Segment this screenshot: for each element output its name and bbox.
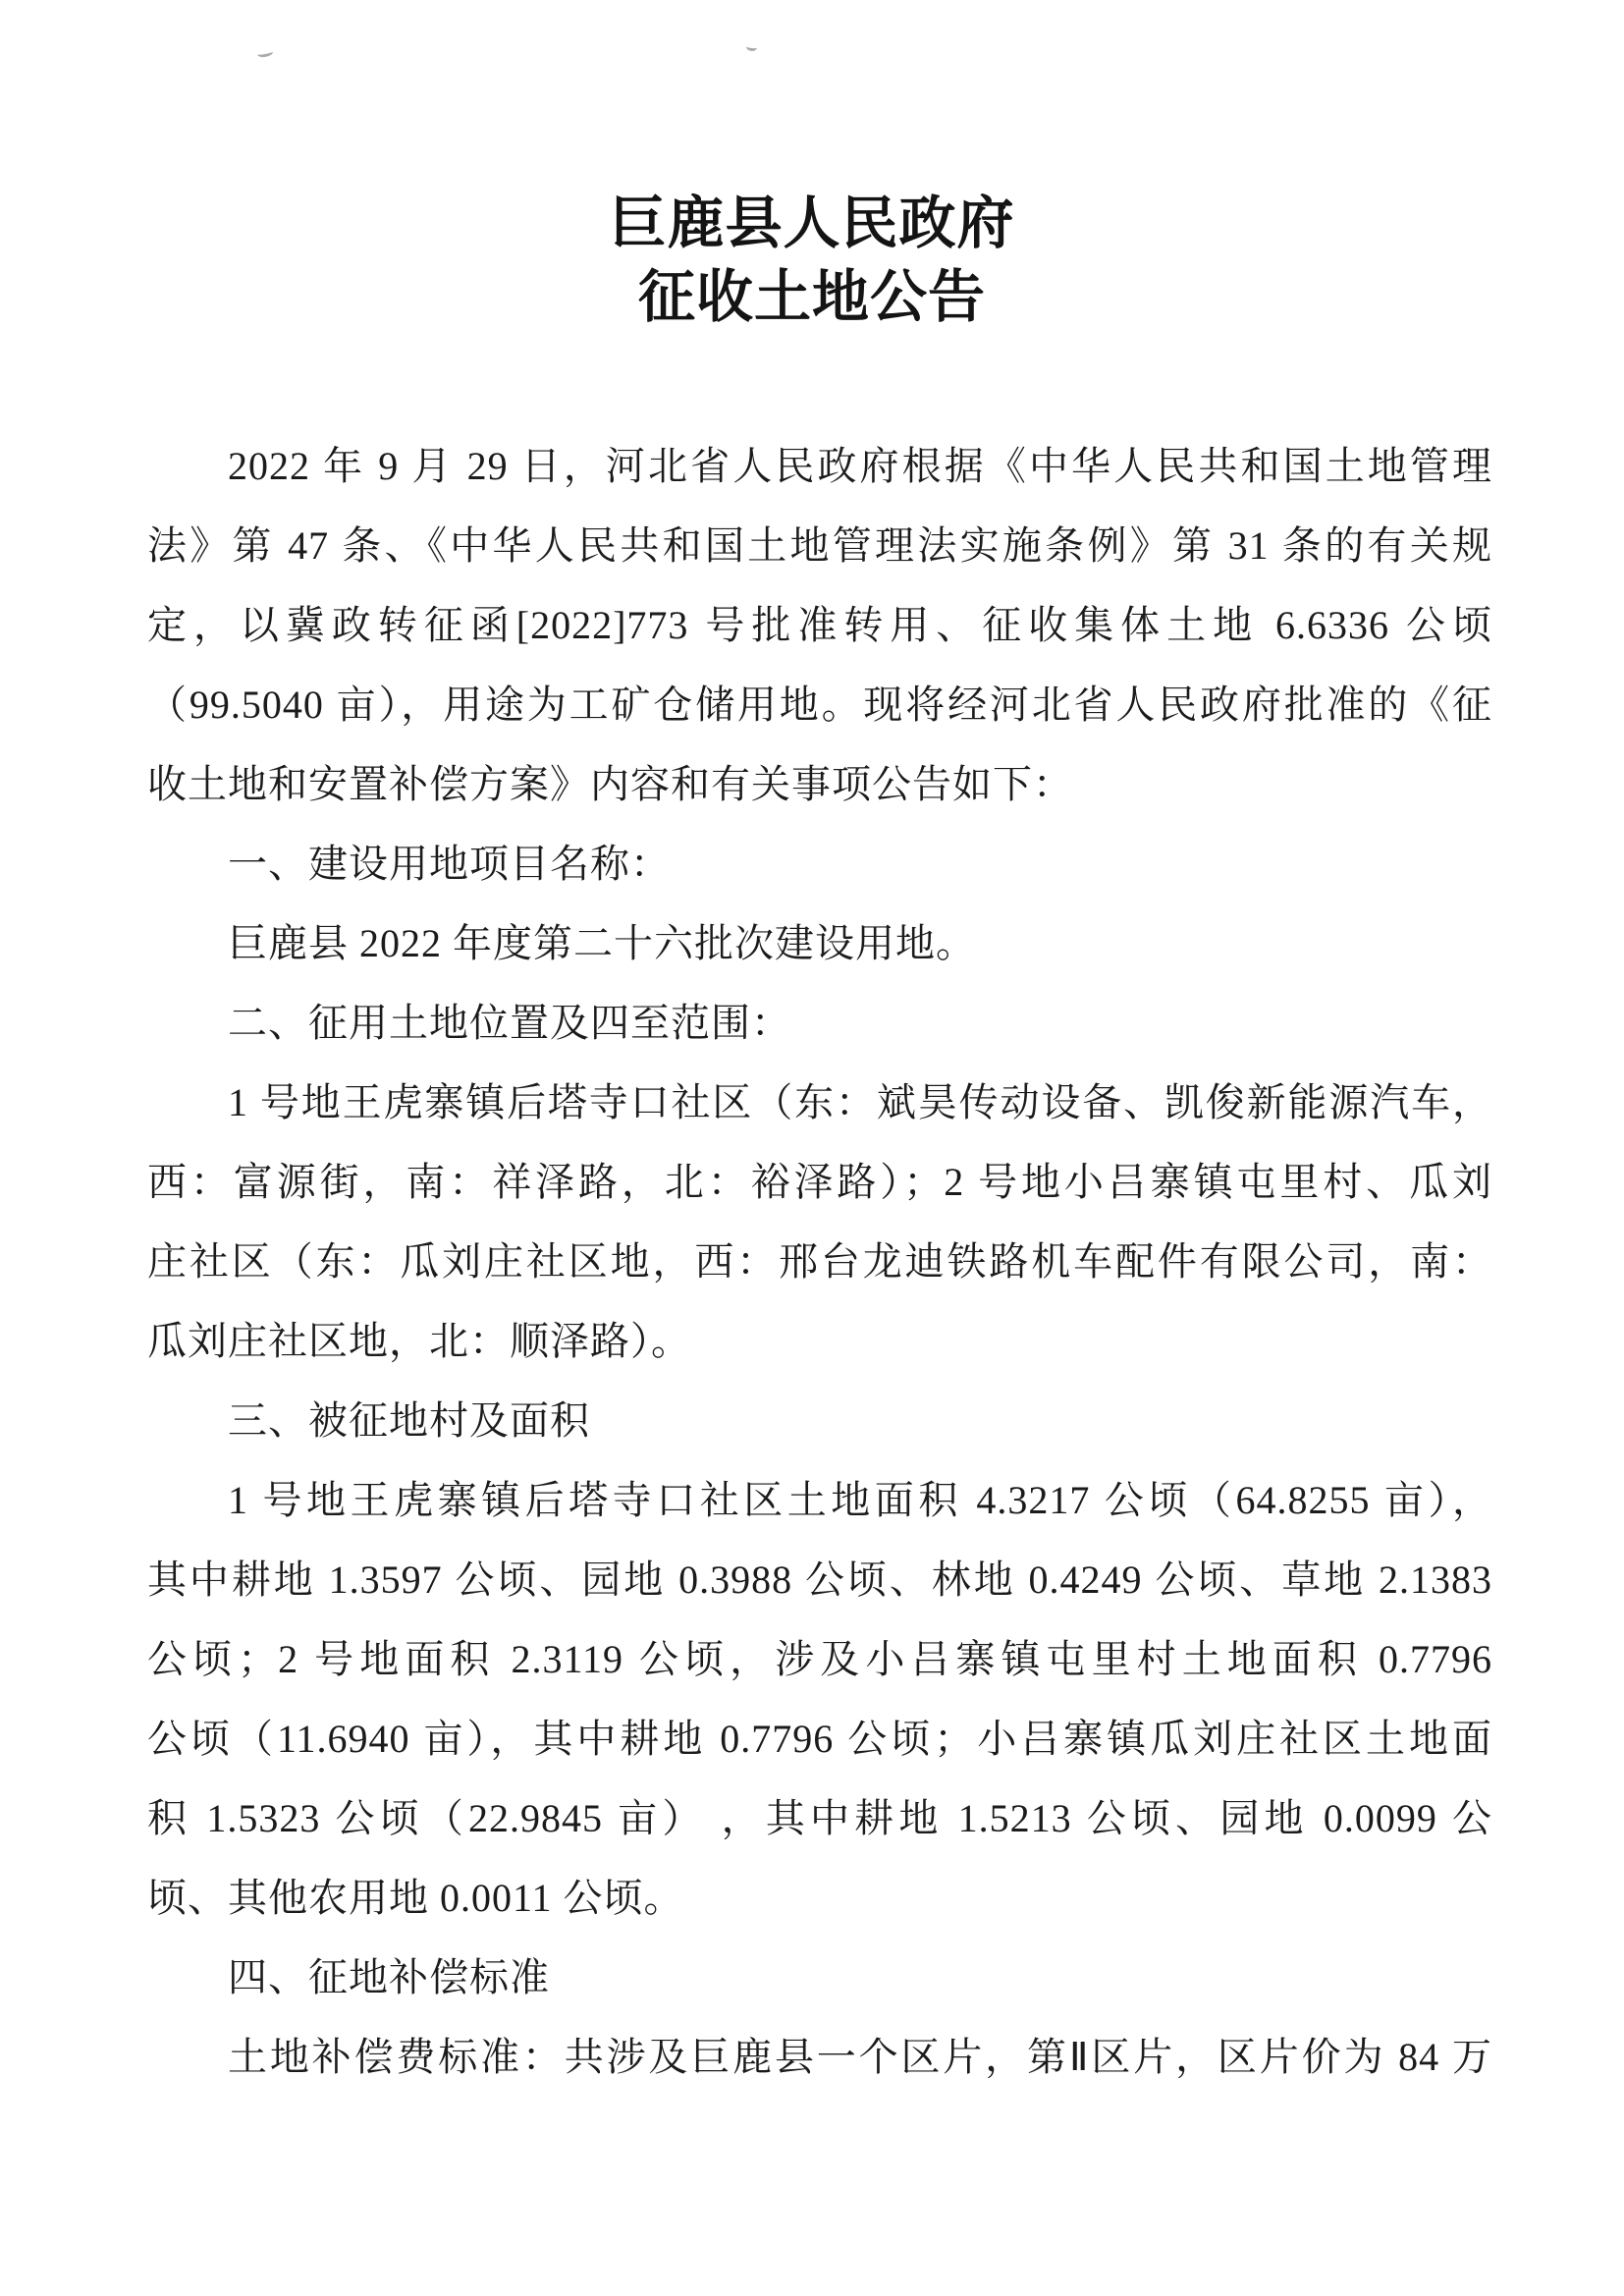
document-line: 顷、其他农用地 0.0011 公顷。 xyxy=(147,1876,684,1920)
document-line: 法》第 47 条、《中华人民共和国土地管理法实施条例》第 31 条的有关规 xyxy=(147,523,1492,568)
document-line: 一、建设用地项目名称： xyxy=(228,842,671,886)
document-line: 其中耕地 1.3597 公顷、园地 0.3988 公顷、林地 0.4249 公顷、草地 2.1383 xyxy=(147,1558,1492,1602)
document-line: 二、征用土地位置及四至范围： xyxy=(228,1001,791,1045)
title-line-government: 巨鹿县人民政府 xyxy=(609,191,1015,255)
document-line: 1 号地王虎寨镇后塔寺口社区土地面积 4.3217 公顷（64.8255 亩）， xyxy=(228,1478,1492,1522)
document-line: 四、征地补偿标准 xyxy=(228,1955,550,1999)
document-line: 庄社区（东：瓜刘庄社区地，西：邢台龙迪铁路机车配件有限公司，南： xyxy=(147,1239,1492,1284)
document-line: 积 1.5323 公顷（22.9845 亩） ，其中耕地 1.5213 公顷、园地 0.0099 公 xyxy=(147,1796,1492,1840)
document-line: 2022 年 9 月 29 日，河北省人民政府根据《中华人民共和国土地管理 xyxy=(228,444,1492,488)
document-line: 公顷；2 号地面积 2.3119 公顷，涉及小吕寨镇屯里村土地面积 0.7796 xyxy=(147,1637,1492,1681)
document-line: 收土地和安置补偿方案》内容和有关事项公告如下： xyxy=(147,762,1073,806)
document-line: 西：富源街，南：祥泽路，北：裕泽路）；2 号地小吕寨镇屯里村、瓜刘 xyxy=(147,1160,1492,1204)
document-line: 1 号地王虎寨镇后塔寺口社区（东：斌昊传动设备、凯俊新能源汽车， xyxy=(228,1080,1492,1124)
document-line: 三、被征地村及面积 xyxy=(228,1398,590,1443)
title-line-announcement: 征收土地公告 xyxy=(637,265,986,329)
document-line: 定，以冀政转征函[2022]773 号批准转用、征收集体土地 6.6336 公顷 xyxy=(147,603,1492,647)
scan-speck xyxy=(746,42,758,51)
document-title xyxy=(0,187,1624,334)
document-line: 瓜刘庄社区地，北：顺泽路）。 xyxy=(147,1319,691,1363)
scan-speck xyxy=(256,48,273,59)
document-line: （99.5040 亩），用途为工矿仓储用地。现将经河北省人民政府批准的《征 xyxy=(147,683,1492,727)
document-line: 公顷（11.6940 亩），其中耕地 0.7796 公顷；小吕寨镇瓜刘庄社区土地面 xyxy=(147,1717,1492,1761)
document-line: 巨鹿县 2022 年度第二十六批次建设用地。 xyxy=(228,921,976,965)
document-body xyxy=(147,426,1492,2097)
document-line: 土地补偿费标准：共涉及巨鹿县一个区片，第Ⅱ区片，区片价为 84 万 xyxy=(228,2035,1492,2079)
